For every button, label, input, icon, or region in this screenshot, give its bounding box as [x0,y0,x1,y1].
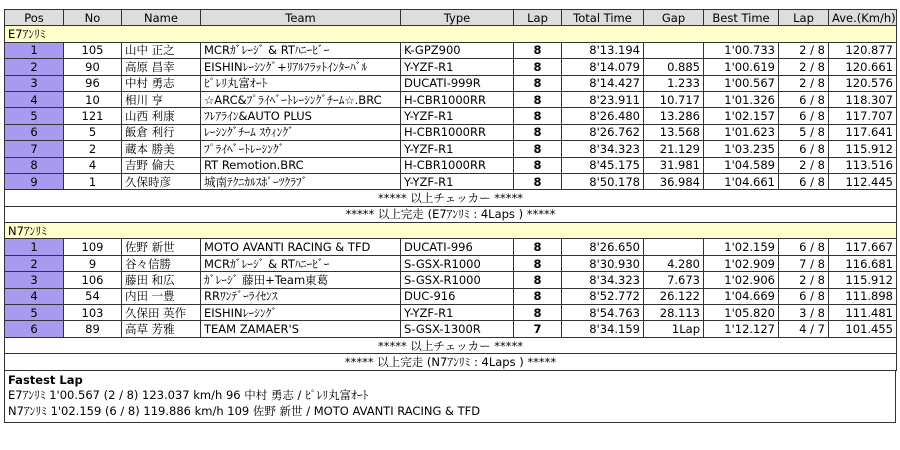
cell-best-lap: 7 / 8 [779,255,829,271]
cell-name: 佐野 新世 [122,239,201,255]
cell-name: 山西 利康 [122,108,201,124]
fastest-lap-box [4,371,896,424]
table-row [5,108,897,124]
cell-lap: 8 [514,173,562,189]
cell-no: 96 [64,75,122,91]
cell-lap: 8 [514,141,562,157]
cell-ave-speed: 101.455 [829,321,897,337]
col-header-gap: Gap [644,10,704,26]
table-row [5,75,897,91]
cell-pos: 2 [5,255,64,271]
complete-note: ***** 以上完走 (E7ｱﾝﾘﾐ : 4Laps ) ***** [5,206,897,222]
cell-name: 山中 正之 [122,42,201,58]
cell-name: 久保時彦 [122,173,201,189]
cell-team: ﾌﾚｱﾗｲﾝ&AUTO PLUS [201,108,401,124]
cell-total-time: 8'30.930 [562,255,644,271]
cell-ave-speed: 117.707 [829,108,897,124]
cell-pos: 8 [5,157,64,173]
cell-gap [644,239,704,255]
cell-total-time: 8'34.159 [562,321,644,337]
cell-gap: 7.673 [644,272,704,288]
cell-name: 飯倉 利行 [122,124,201,140]
cell-lap: 8 [514,42,562,58]
cell-lap: 8 [514,255,562,271]
checker-row [5,190,897,206]
cell-type: H-CBR1000RR [401,91,514,107]
cell-team: EISHINﾚｰｼﾝｸﾞ [201,305,401,321]
col-header-ave-speed: Ave.(Km/h) [829,10,897,26]
cell-type: S-GSX-1300R [401,321,514,337]
cell-gap: 13.286 [644,108,704,124]
cell-no: 4 [64,157,122,173]
cell-no: 109 [64,239,122,255]
cell-pos: 3 [5,75,64,91]
cell-total-time: 8'23.911 [562,91,644,107]
cell-total-time: 8'14.427 [562,75,644,91]
cell-best-time: 1'01.326 [704,91,779,107]
cell-pos: 9 [5,173,64,189]
cell-gap: 28.113 [644,305,704,321]
cell-no: 89 [64,321,122,337]
table-row [5,157,897,173]
cell-lap: 8 [514,157,562,173]
cell-no: 106 [64,272,122,288]
cell-gap [644,42,704,58]
cell-name: 久保田 英作 [122,305,201,321]
cell-type: H-CBR1000RR [401,157,514,173]
cell-ave-speed: 120.661 [829,59,897,75]
cell-best-time: 1'12.127 [704,321,779,337]
cell-no: 2 [64,141,122,157]
cell-name: 内田 一豊 [122,288,201,304]
results-table [4,9,897,371]
table-row [5,141,897,157]
cell-team: ☆ARC&ﾌﾟﾗｲﾍﾞｰﾄﾚｰｼﾝｸﾞﾁｰﾑ☆.BRC [201,91,401,107]
cell-gap: 36.984 [644,173,704,189]
cell-best-time: 1'02.157 [704,108,779,124]
cell-best-time: 1'02.909 [704,255,779,271]
cell-lap: 8 [514,288,562,304]
col-header-type: Type [401,10,514,26]
cell-best-time: 1'04.669 [704,288,779,304]
cell-type: DUC-916 [401,288,514,304]
table-row [5,305,897,321]
fastest-lap-line-e7: E7ｱﾝﾘﾐ 1'00.567 (2 / 8) 123.037 km/h 96 中村 勇志 / ﾋﾟﾚﾘ丸富ｵｰﾄ [8,388,369,403]
cell-ave-speed: 120.877 [829,42,897,58]
table-row [5,91,897,107]
cell-type: Y-YZF-R1 [401,59,514,75]
cell-pos: 2 [5,59,64,75]
header-row [5,10,897,26]
cell-lap: 8 [514,272,562,288]
cell-no: 103 [64,305,122,321]
cell-type: S-GSX-R1000 [401,272,514,288]
cell-no: 10 [64,91,122,107]
cell-ave-speed: 117.667 [829,239,897,255]
cell-name: 吉野 倫夫 [122,157,201,173]
cell-ave-speed: 116.681 [829,255,897,271]
cell-total-time: 8'34.323 [562,272,644,288]
complete-note: ***** 以上完走 (N7ｱﾝﾘﾐ : 4Laps ) ***** [5,354,897,370]
table-row [5,272,897,288]
cell-lap: 8 [514,75,562,91]
cell-type: Y-YZF-R1 [401,173,514,189]
fastest-lap-title: Fastest Lap [8,372,83,387]
cell-lap: 8 [514,239,562,255]
checker-note: ***** 以上チェッカー ***** [5,337,897,353]
cell-name: 蔵本 勝美 [122,141,201,157]
cell-type: H-CBR1000RR [401,124,514,140]
cell-ave-speed: 115.912 [829,272,897,288]
cell-name: 中村 勇志 [122,75,201,91]
cell-pos: 4 [5,91,64,107]
cell-best-lap: 2 / 8 [779,75,829,91]
cell-best-time: 1'05.820 [704,305,779,321]
cell-total-time: 8'50.178 [562,173,644,189]
table-row [5,124,897,140]
cell-best-time: 1'00.619 [704,59,779,75]
cell-best-time: 1'00.733 [704,42,779,58]
checker-note: ***** 以上チェッカー ***** [5,190,897,206]
cell-best-lap: 6 / 8 [779,108,829,124]
complete-row [5,206,897,222]
cell-type: Y-YZF-R1 [401,108,514,124]
cell-name: 相川 亨 [122,91,201,107]
table-row [5,173,897,189]
cell-no: 54 [64,288,122,304]
col-header-best-time: Best Time [704,10,779,26]
cell-pos: 3 [5,272,64,288]
table-row [5,255,897,271]
cell-total-time: 8'26.650 [562,239,644,255]
cell-lap: 8 [514,108,562,124]
cell-team: TEAM ZAMAER'S [201,321,401,337]
cell-total-time: 8'45.175 [562,157,644,173]
cell-team: ﾚｰｼﾝｸﾞﾁｰﾑ ｽｳｨﾝｸﾞ [201,124,401,140]
cell-pos: 6 [5,321,64,337]
checker-row [5,337,897,353]
cell-type: DUCATI-996 [401,239,514,255]
cell-name: 高原 昌幸 [122,59,201,75]
cell-no: 121 [64,108,122,124]
cell-gap: 1Lap [644,321,704,337]
cell-best-lap: 6 / 8 [779,141,829,157]
cell-best-lap: 3 / 8 [779,305,829,321]
cell-pos: 5 [5,108,64,124]
cell-total-time: 8'26.480 [562,108,644,124]
cell-gap: 1.233 [644,75,704,91]
cell-best-lap: 2 / 8 [779,157,829,173]
cell-lap: 8 [514,305,562,321]
cell-pos: 5 [5,305,64,321]
fastest-lap-line-n7: N7ｱﾝﾘﾐ 1'02.159 (6 / 8) 119.886 km/h 109 佐野 新世 / MOTO AVANTI RACING & TFD [8,403,481,418]
cell-best-lap: 6 / 8 [779,173,829,189]
cell-ave-speed: 113.516 [829,157,897,173]
cell-best-lap: 6 / 8 [779,288,829,304]
cell-ave-speed: 120.576 [829,75,897,91]
col-header-total-time: Total Time [562,10,644,26]
cell-gap: 26.122 [644,288,704,304]
cell-ave-speed: 111.898 [829,288,897,304]
cell-gap: 4.280 [644,255,704,271]
cell-pos: 4 [5,288,64,304]
cell-type: DUCATI-999R [401,75,514,91]
cell-team: RRﾜﾝﾃﾞｰﾗｲｾﾝｽ [201,288,401,304]
col-header-best-lap: Lap [779,10,829,26]
cell-ave-speed: 111.481 [829,305,897,321]
cell-total-time: 8'52.772 [562,288,644,304]
table-row [5,239,897,255]
cell-ave-speed: 118.307 [829,91,897,107]
results-document [4,9,896,423]
col-header-name: Name [122,10,201,26]
class-name: E7ｱﾝﾘﾐ [5,26,897,42]
cell-total-time: 8'34.323 [562,141,644,157]
table-row [5,59,897,75]
cell-best-time: 1'04.589 [704,157,779,173]
cell-team: EISHINﾚｰｼﾝｸﾞ+ﾘｱﾙﾌﾗｯﾄｲﾝﾀｰﾊﾞﾙ [201,59,401,75]
cell-lap: 8 [514,59,562,75]
cell-pos: 7 [5,141,64,157]
complete-row [5,354,897,370]
cell-ave-speed: 112.445 [829,173,897,189]
col-header-pos: Pos [5,10,64,26]
cell-no: 90 [64,59,122,75]
cell-best-time: 1'00.567 [704,75,779,91]
cell-best-time: 1'04.661 [704,173,779,189]
class-name: N7ｱﾝﾘﾐ [5,223,897,239]
cell-lap: 7 [514,321,562,337]
cell-team: ﾌﾟﾗｲﾍﾞｰﾄﾚｰｼﾝｸﾞ [201,141,401,157]
cell-ave-speed: 117.641 [829,124,897,140]
col-header-no: No [64,10,122,26]
cell-pos: 1 [5,239,64,255]
cell-no: 9 [64,255,122,271]
cell-best-time: 1'01.623 [704,124,779,140]
cell-best-time: 1'02.906 [704,272,779,288]
cell-best-lap: 2 / 8 [779,59,829,75]
cell-name: 藤田 和広 [122,272,201,288]
results-body [5,26,897,370]
cell-best-lap: 6 / 8 [779,239,829,255]
cell-gap: 10.717 [644,91,704,107]
cell-lap: 8 [514,91,562,107]
cell-best-lap: 2 / 8 [779,42,829,58]
cell-total-time: 8'14.079 [562,59,644,75]
cell-best-time: 1'02.159 [704,239,779,255]
cell-team: 城南ﾃｸﾆｶﾙｽﾎﾟｰﾂｸﾗﾌﾞ [201,173,401,189]
class-row [5,223,897,239]
cell-gap: 21.129 [644,141,704,157]
cell-team: MCRｶﾞﾚｰｼﾞ & RTﾊﾆｰﾋﾞｰ [201,255,401,271]
cell-ave-speed: 115.912 [829,141,897,157]
class-row [5,26,897,42]
cell-pos: 1 [5,42,64,58]
cell-lap: 8 [514,124,562,140]
cell-total-time: 8'26.762 [562,124,644,140]
cell-no: 105 [64,42,122,58]
cell-team: RT Remotion.BRC [201,157,401,173]
cell-best-lap: 6 / 8 [779,91,829,107]
cell-type: K-GPZ900 [401,42,514,58]
cell-no: 5 [64,124,122,140]
col-header-team: Team [201,10,401,26]
cell-gap: 0.885 [644,59,704,75]
cell-name: 高草 芳雅 [122,321,201,337]
cell-best-lap: 2 / 8 [779,272,829,288]
cell-best-time: 1'03.235 [704,141,779,157]
cell-pos: 6 [5,124,64,140]
cell-type: S-GSX-R1000 [401,255,514,271]
table-row [5,321,897,337]
cell-name: 谷々信勝 [122,255,201,271]
cell-gap: 13.568 [644,124,704,140]
cell-type: Y-YZF-R1 [401,141,514,157]
cell-gap: 31.981 [644,157,704,173]
cell-team: MCRｶﾞﾚｰｼﾞ & RTﾊﾆｰﾋﾞｰ [201,42,401,58]
cell-best-lap: 5 / 8 [779,124,829,140]
cell-type: Y-YZF-R1 [401,305,514,321]
table-row [5,288,897,304]
cell-team: ｶﾞﾚｰｼﾞ 藤田+Team東葛 [201,272,401,288]
cell-total-time: 8'13.194 [562,42,644,58]
table-row [5,42,897,58]
col-header-lap: Lap [514,10,562,26]
cell-best-lap: 4 / 7 [779,321,829,337]
cell-no: 1 [64,173,122,189]
cell-team: MOTO AVANTI RACING & TFD [201,239,401,255]
cell-team: ﾋﾟﾚﾘ丸富ｵｰﾄ [201,75,401,91]
cell-total-time: 8'54.763 [562,305,644,321]
